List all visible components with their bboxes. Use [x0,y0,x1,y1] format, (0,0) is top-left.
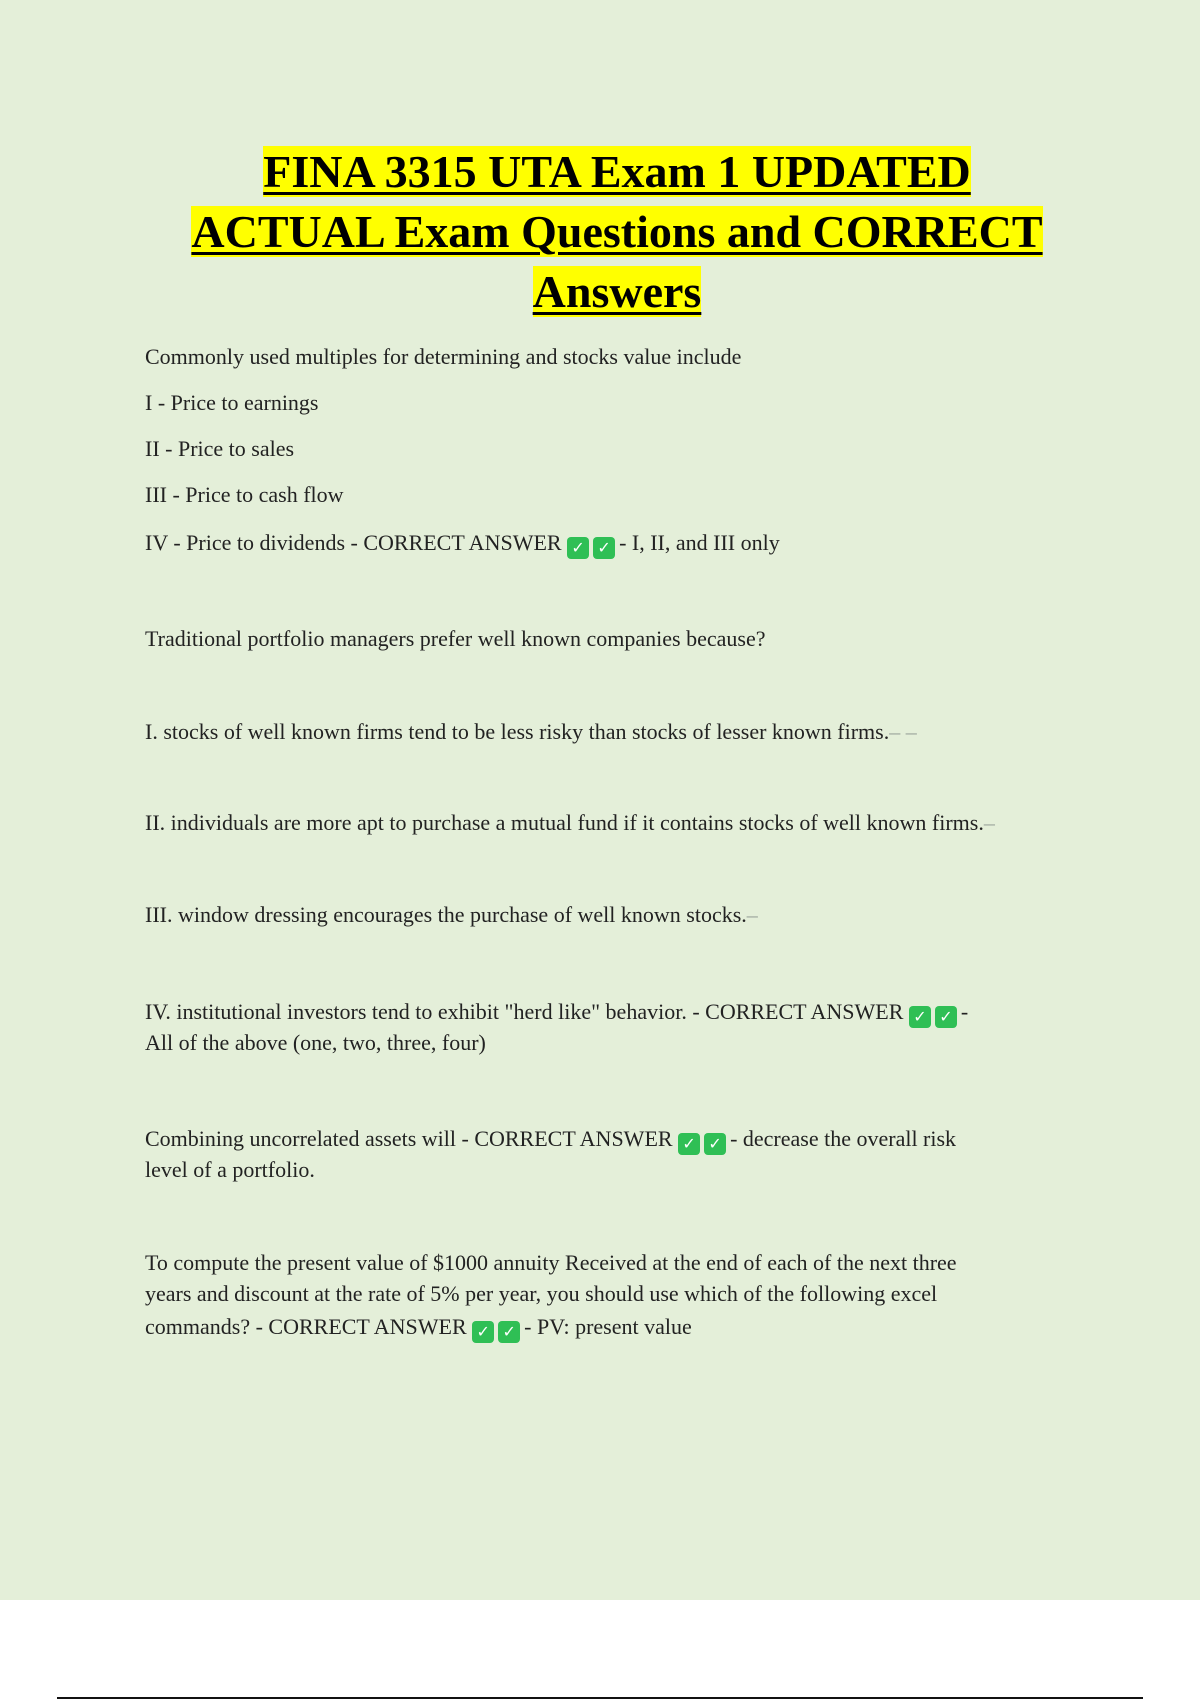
q4-stem-line-2: years and discount at the rate of 5% per year, you should use which of the following excel [145,1281,938,1306]
check-box-icon: ✓ [704,1133,726,1155]
q2-option-2-line [145,807,1095,838]
q4-answer: - PV: present value [524,1314,692,1339]
q2-answer-dash: - [960,999,969,1024]
q1-option-4-line [145,527,1095,559]
title-line-2: ACTUAL Exam Questions and CORRECT [191,206,1043,257]
q3-stem: Combining uncorrelated assets will - CORRECT ANSWER [145,1126,673,1151]
check-box-icon: ✓ [935,1006,957,1028]
q3-answer: - decrease the overall risk [730,1126,957,1151]
q3-answer-continued: level of a portfolio. [145,1157,315,1182]
q2-option-3-line [145,899,1095,930]
title-line-1: FINA 3315 UTA Exam 1 UPDATED [263,146,971,197]
q2-option-1-tail: – – [889,719,917,744]
check-box-icon: ✓ [472,1321,494,1343]
footer-divider [57,1697,1143,1699]
q1-option-1: I - Price to earnings [145,390,319,415]
q4-stem-3: commands? - CORRECT ANSWER [145,1314,467,1339]
q2-option-1: I. stocks of well known firms tend to be less risky than stocks of lesser known firms. [145,719,890,744]
document-title [150,142,1084,322]
q1-answer: - I, II, and III only [619,530,780,555]
q1-option-3: III - Price to cash flow [145,482,344,507]
check-box-icon: ✓ [593,537,615,559]
q2-answer: All of the above (one, two, three, four) [145,1030,486,1055]
q1-option-4: IV - Price to dividends - CORRECT ANSWER [145,530,562,555]
q2-option-4: IV. institutional investors tend to exhibit "herd like" behavior. - CORRECT ANSWER [145,999,904,1024]
q2-option-2-tail: – [983,810,995,835]
q2-option-4-line [145,996,1095,1028]
q2-option-3: III. window dressing encourages the purchase of well known stocks. [145,902,747,927]
q1-option-2: II - Price to sales [145,436,295,461]
q2-stem: Traditional portfolio managers prefer well known companies because? [145,626,766,651]
q2-option-3-tail: – [746,902,758,927]
check-box-icon: ✓ [498,1321,520,1343]
q4-stem-line-3 [145,1311,1095,1343]
q2-option-1-line [145,716,1095,747]
title-line-3: Answers [532,266,702,317]
q1-stem: Commonly used multiples for determining and stocks value include [145,344,742,369]
q3-stem-line [145,1123,1095,1155]
q4-stem-line-1: To compute the present value of $1000 annuity Received at the end of each of the next three [145,1250,957,1275]
q2-option-2: II. individuals are more apt to purchase a mutual fund if it contains stocks of well known firms. [145,810,984,835]
check-box-icon: ✓ [567,537,589,559]
check-box-icon: ✓ [678,1133,700,1155]
check-box-icon: ✓ [909,1006,931,1028]
